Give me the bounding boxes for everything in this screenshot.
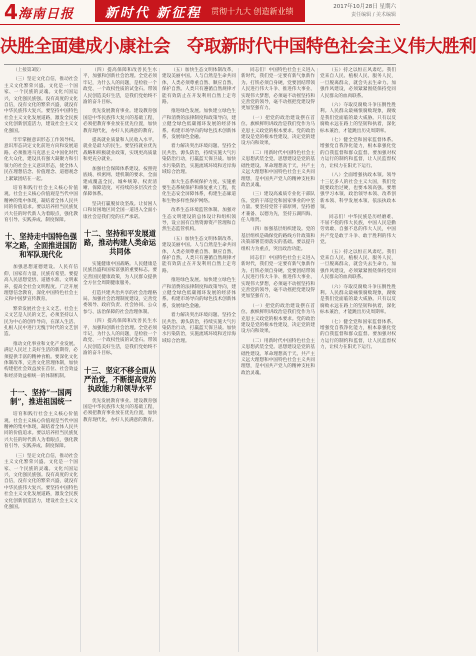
paragraph: （四）提高保障和改善民生水平，加强和创新社会治理。全党必须牢记，为什么人的问题，是检验一个政党、一个政权性质的试金石。带领人民创造美好生活，是我们党始终不渝的奋斗目标。 — [83, 68, 157, 106]
headline-divider — [4, 64, 396, 65]
article-column-4 — [241, 68, 315, 654]
paragraph: （四）提高保障和改善民生水平，加强和创新社会治理。全党必须牢记，为什么人的问题，是检验一个政党、一个政权性质的试金石。带领人民创造美好生活，是我们党始终不渝的奋斗目标。 — [83, 319, 157, 357]
paragraph: 同志们！中国特色社会主义进入新时代，我们党一定要有新气象新作为。打铁必须自身硬。党要团结带领人民进行伟大斗争、推进伟大事业、实现伟大梦想，必须毫不动摇坚持和完善党的领导，毫不动摇把党建设得更加坚强有力。 — [241, 68, 315, 112]
paragraph: （一）把党的政治建设摆在首位。旗帜鲜明讲政治是我们党作为马克思主义政党的根本要求。党的政治建设是党的根本性建设，决定党的建设方向和效果。 — [241, 115, 315, 147]
banner-sub-slogan: 贯彻十九大 创造新业绩 — [211, 7, 294, 16]
paragraph: （六）夺取反腐败斗争压倒性胜利。人民群众最痛恨腐败现象，腐败是我们党面临的最大威胁。只有以反腐败永远在路上的坚韧和执着，深化标本兼治，才能跳出历史周期率。 — [320, 284, 396, 316]
banner-slogan: 新时代 新征程 — [105, 6, 202, 21]
paragraph: （五）加快生态文明体制改革，建设美丽中国。人与自然是生命共同体，人类必须尊重自然、顺应自然、保护自然。人类只有遵循自然规律才能有效防止在开发利用自然上走弯路。 — [162, 68, 236, 106]
article-column-5 — [320, 68, 396, 654]
header-divider — [0, 24, 400, 25]
paragraph: （八）全面增强执政本领。领导十三亿多人的社会主义大国，我们党既要政治过硬，也要本领高强。要增强学习本领、政治领导本领、改革创新本领、科学发展本领、依法执政本领。 — [320, 173, 396, 211]
paragraph: （四）加强基层组织建设。党的基层组织是确保党的路线方针政策和决策部署贯彻落实的基础。要以提升组织力为重点，突出政治功能。 — [241, 227, 315, 252]
section-heading: 十一、坚持“一国两制”，推进祖国统一 — [10, 388, 72, 407]
paragraph: 着力解决突出环境问题。坚持全民共治、源头防治，持续实施大气污染防治行动，打赢蓝天保卫战。加快水污染防治，实施流域环境和近岸海域综合治理。 — [162, 313, 236, 344]
paragraph: （三）坚定文化自信，推动社会主义文化繁荣兴盛。文化是一个国家、一个民族的灵魂。文化兴国运兴，文化强民族强。没有高度的文化自信，没有文化的繁荣兴盛，就没有中华民族伟大复兴。要坚持中国特色社会主义文化发展道路，激发全民族文化创新创造活力，建设社会主义文化强国。 — [4, 77, 78, 134]
page-number: 4 — [4, 0, 18, 24]
paragraph: （五）加快生态文明体制改革，建设美丽中国。人与自然是生命共同体，人类必须尊重自然、顺应自然、保护自然。人类只有遵循自然规律才能有效防止在开发利用自然上走弯路。 — [162, 236, 236, 274]
paragraph: 实施健康中国战略。人民健康是民族昌盛和国家富强的重要标志。要完善国民健康政策，为人民群众提供全方位全周期健康服务。 — [83, 261, 157, 287]
paragraph: （三）坚定文化自信，推动社会主义文化繁荣兴盛。文化是一个国家、一个民族的灵魂。文化兴国运兴，文化强民族强。没有高度的文化自信，没有文化的繁荣兴盛，就没有中华民族伟大复兴。要坚持中国特色社会主义文化发展道路，激发全民族文化创新创造活力，建设社会主义文化强国。 — [4, 453, 78, 510]
column-divider — [80, 68, 81, 652]
article-column-2 — [83, 68, 157, 654]
special-column-banner — [95, 0, 305, 22]
paragraph: （七）健全党和国家监督体系。增强党自我净化能力，根本靠强化党的自我监督和群众监督。要加强对权力运行的制约和监督，让人民监督权力，让权力在阳光下运行。 — [320, 319, 396, 351]
paragraph: 培育和践行社会主义核心价值观。社会主义核心价值观是当代中国精神的集中体现，凝结着全体人民共同的价值追求。要以培养担当民族复兴大任的时代新人为着眼点，强化教育引导、实践养成、制度保障。 — [4, 412, 78, 450]
paragraph: 着力解决突出环境问题。坚持全民共治、源头防治，持续实施大气污染防治行动，打赢蓝天保卫战。加快水污染防治，实施流域环境和近岸海域综合治理。 — [162, 144, 236, 176]
paragraph: （六）夺取反腐败斗争压倒性胜利。人民群众最痛恨腐败现象，腐败是我们党面临的最大威胁。只有以反腐败永远在路上的坚韧和执着，深化标本兼治，才能跳出历史周期率。 — [320, 103, 396, 134]
masthead — [0, 0, 400, 30]
paragraph: 坚决打赢脱贫攻坚战。让贫困人口和贫困地区同全国一道进入全面小康社会是我们党的庄严承诺。 — [83, 201, 157, 220]
paragraph: 推进绿色发展。加快建立绿色生产和消费的法律制度和政策导向，建立健全绿色低碳循环发展的经济体系。构建市场导向的绿色技术创新体系，发展绿色金融。 — [162, 109, 236, 141]
paragraph: 推动文化事业和文化产业发展。满足人民过上美好生活的新期待，必须提供丰富的精神食粮。要深化文化体制改革，完善文化管理体制，加快构建把社会效益放在首位、社会效益和经济效益相统一的体制机制。 — [4, 341, 78, 379]
paragraph: （五）持之以恒正风肃纪。我们党来自人民、植根人民、服务人民，一旦脱离群众，就会失去生命力。加强作风建设，必须紧紧围绕保持党同人民群众的血肉联系。 — [320, 68, 396, 99]
page-headline: 决胜全面建成小康社会 夺取新时代中国特色社会主义伟大胜利 — [0, 37, 476, 57]
issue-date: 2017年10月28日 星期六 — [333, 4, 396, 10]
section-heading: 十三、坚定不移全面从严治党，不断提高党的执政能力和领导水平 — [84, 365, 156, 393]
paragraph: 推进绿色发展。加快建立绿色生产和消费的法律制度和政策导向，建立健全绿色低碳循环发展的经济体系。构建市场导向的绿色技术创新体系，发展绿色金融。 — [162, 278, 236, 309]
paragraph: （七）健全党和国家监督体系。增强党自我净化能力，根本靠强化党的自我监督和群众监督。要加强对权力运行的制约和监督，让人民监督权力，让权力在阳光下运行。 — [320, 138, 396, 169]
paragraph: 打造共建共治共享的社会治理格局。加强社会治理制度建设，完善党委领导、政府负责、社会协同、公众参与、法治保障的社会治理体制。 — [83, 290, 157, 315]
paragraph: （上接第3版） — [13, 68, 44, 73]
section-heading: 十二、坚持和平发展道路，推动构建人类命运共同体 — [84, 228, 156, 256]
paragraph: 优先发展教育事业。建设教育强国是中华民族伟大复兴的基础工程，必须把教育事业放在优先位置，加快教育现代化，办好人民满意的教育。 — [83, 398, 157, 423]
editors-line: 责任编辑 / 美术编辑 — [351, 12, 396, 18]
paragraph: 培育和践行社会主义核心价值观。社会主义核心价值观是当代中国精神的集中体现，凝结着全体人民共同的价值追求。要以培养担当民族复兴大任的时代新人为着眼点，强化教育引导、实践养成、制度保障。 — [4, 185, 78, 223]
paragraph: 同志们！中国特色社会主义进入新时代，我们党一定要有新气象新作为。打铁必须自身硬。党要团结带领人民进行伟大斗争、推进伟大事业、实现伟大梦想，必须毫不动摇坚持和完善党的领导，毫不动摇把党建设得更加坚强有力。 — [241, 255, 315, 300]
paragraph: 加强社会保障体系建设。按照兜底线、织密网、建机制的要求，全面建成覆盖全民、城乡统筹、权责清晰、保障适度、可持续的多层次社会保障体系。 — [83, 166, 157, 198]
paragraph: 改革生态环境监管体制。加强对生态文明建设的总体设计和组织领导，设立国有自然资源资产管理和自然生态监管机构。 — [162, 208, 236, 233]
section-heading: 十、坚持走中国特色强军之路，全面推进国防和军队现代化 — [5, 232, 77, 260]
header-info — [308, 3, 396, 19]
paragraph: （五）持之以恒正风肃纪。我们党来自人民、植根人民、服务人民，一旦脱离群众，就会失去生命力。加强作风建设，必须紧紧围绕保持党同人民群众的血肉联系。 — [320, 249, 396, 281]
article-column-3 — [162, 68, 236, 654]
paragraph: 同志们！中华民族是历经磨难、不屈不挠的伟大民族，中国人民是勤劳勇敢、自强不息的伟大人民，中国共产党是敢于斗争、敢于胜利的伟大党。 — [320, 214, 396, 246]
paragraph: 加强思想道德建设。人民有信仰，国家有力量，民族有希望。要提高人民思想觉悟、道德水准、文明素养，提高全社会文明程度。广泛开展理想信念教育，深化中国特色社会主义和中国梦宣传教育。 — [4, 265, 78, 303]
column-divider — [238, 68, 239, 652]
newspaper-name: 海南日报 — [18, 7, 75, 22]
paragraph: 加大生态系统保护力度。实施重要生态系统保护和修复重大工程，优化生态安全屏障体系，构建生态廊道和生物多样性保护网络。 — [162, 179, 236, 204]
paragraph: 提高就业质量和人民收入水平。就业是最大的民生。要坚持就业优先战略和积极就业政策，实现更高质量和更充分就业。 — [83, 138, 157, 163]
column-divider — [317, 68, 318, 652]
paragraph: （二）用新时代中国特色社会主义思想武装全党。思想建设是党的基础性建设。革命理想高于天。共产主义远大理想和中国特色社会主义共同理想，是中国共产党人的精神支柱和政治灵魂。 — [241, 150, 315, 188]
article-column-1 — [4, 68, 78, 654]
paragraph: 牢牢掌握意识形态工作领导权。意识形态决定文化前进方向和发展道路。必须推进马克思主义中国化时代化大众化，建设具有强大凝聚力和引领力的社会主义意识形态，使全体人民在理想信念、价值理念、道德观念上紧紧团结在一起。 — [4, 138, 78, 182]
paragraph: （三）建设高素质专业化干部队伍。党的干部是党和国家事业的中坚力量。要坚持党管干部原则，坚持德才兼备、以德为先，坚持五湖四海、任人唯贤。 — [241, 192, 315, 223]
paragraph: （一）把党的政治建设摆在首位。旗帜鲜明讲政治是我们党作为马克思主义政党的根本要求。党的政治建设是党的根本性建设，决定党的建设方向和效果。 — [241, 303, 315, 335]
paragraph: 优先发展教育事业。建设教育强国是中华民族伟大复兴的基础工程，必须把教育事业放在优先位置，加快教育现代化，办好人民满意的教育。 — [83, 109, 157, 134]
paragraph: 繁荣发展社会主义文艺。社会主义文艺是人民的文艺，必须坚持以人民为中心的创作导向，在深入生活、扎根人民中进行无愧于时代的文艺创造。 — [4, 306, 78, 338]
column-divider — [159, 68, 160, 652]
paragraph: （二）用新时代中国特色社会主义思想武装全党。思想建设是党的基础性建设。革命理想高于天。共产主义远大理想和中国特色社会主义共同理想，是中国共产党人的精神支柱和政治灵魂。 — [241, 338, 315, 376]
